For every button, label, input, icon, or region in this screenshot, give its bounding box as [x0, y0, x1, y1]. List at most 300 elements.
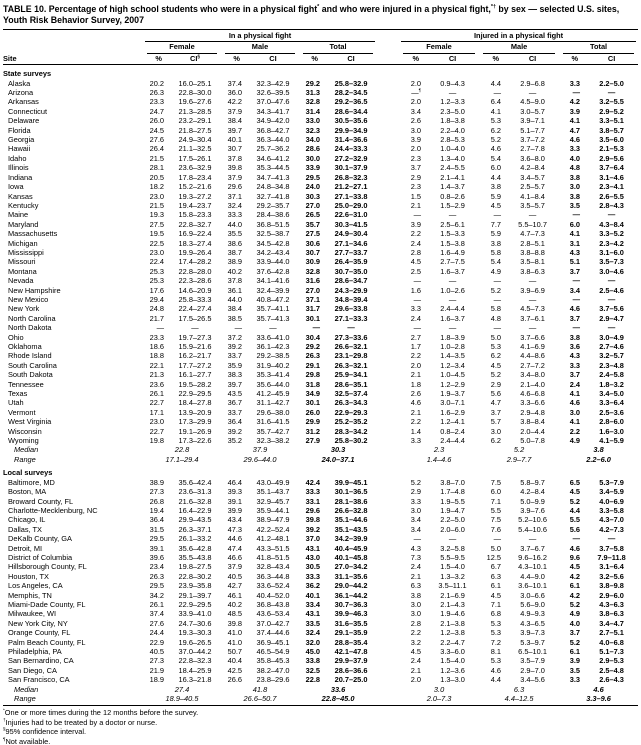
- value-cell: 36.4: [149, 515, 164, 525]
- value-cell: 43.6–53.4: [256, 609, 290, 619]
- value-cell: 25.2–35.2: [334, 417, 368, 427]
- value-cell: 38.7: [227, 247, 242, 257]
- value-cell: 1.2–3.6: [440, 665, 465, 675]
- value-cell: 17.5–26.1: [178, 153, 212, 163]
- value-cell: —: [269, 323, 277, 333]
- site-cell: New York: [8, 304, 40, 314]
- value-cell: —: [156, 323, 164, 333]
- value-cell: 36.7: [227, 398, 242, 408]
- value-cell: 19.5: [149, 229, 164, 239]
- value-cell: 3.6: [569, 342, 581, 351]
- gap-cell: [377, 417, 399, 426]
- value-cell: 5.3: [490, 342, 502, 351]
- site-column-header: Site: [3, 31, 143, 65]
- value-cell: 19.4: [149, 505, 164, 515]
- value-cell: 34.2: [149, 590, 164, 600]
- value-cell: 22.4–27.4: [178, 304, 212, 314]
- table-row: [3, 619, 638, 628]
- sex-header-label: Male: [483, 42, 555, 53]
- table-row: [3, 398, 638, 407]
- table-row: [3, 361, 638, 370]
- value-cell: 3.3: [410, 496, 422, 506]
- site-cell: Miami-Dade County, FL: [8, 599, 86, 609]
- value-cell: 3.9: [569, 656, 581, 666]
- table-row: [3, 229, 638, 238]
- value-cell: 18.9: [149, 675, 164, 685]
- value-cell: 29.1–35.9: [334, 628, 368, 638]
- value-cell: 4.9: [490, 266, 502, 276]
- col-header-ci: CI: [247, 54, 299, 65]
- value-cell: —: [572, 276, 581, 286]
- value-cell: —: [572, 88, 581, 98]
- stat-value: 26.6–50.7: [243, 694, 277, 704]
- table-row: [3, 314, 638, 323]
- table-row: [3, 534, 638, 543]
- value-cell: 5.6: [490, 389, 502, 399]
- gap-cell: [377, 79, 399, 88]
- value-cell: 3.4–4.7: [599, 618, 624, 628]
- value-cell: 4.1–5.9: [599, 436, 624, 446]
- value-cell: 36.3–44.8: [256, 571, 290, 581]
- value-cell: 2.9–4.7: [599, 313, 624, 323]
- value-cell: 3.0–4.6: [599, 266, 624, 276]
- value-cell: 42.2: [227, 97, 242, 107]
- value-cell: 27.9: [305, 436, 320, 446]
- value-cell: 24.4: [149, 628, 164, 638]
- value-cell: 2.0: [410, 78, 422, 88]
- value-cell: 1.8: [410, 379, 422, 389]
- value-cell: —: [528, 88, 537, 98]
- value-cell: 18.3–27.4: [178, 238, 212, 248]
- table-row: [3, 544, 638, 553]
- value-cell: 34.7–41.3: [256, 172, 290, 182]
- value-cell: 23.1–29.8: [334, 351, 368, 361]
- value-cell: 33.5: [305, 618, 320, 628]
- value-cell: 2.6: [410, 389, 422, 399]
- value-cell: 22.8: [305, 675, 320, 685]
- value-cell: 2.1: [410, 200, 422, 210]
- value-cell: 47.3: [227, 524, 242, 534]
- value-cell: 8.1: [490, 647, 502, 656]
- value-cell: 20.2: [149, 78, 164, 88]
- value-cell: 21.5: [149, 200, 164, 210]
- value-cell: 30.1: [305, 313, 320, 323]
- gap-cell: [377, 619, 399, 628]
- value-cell: 2.7: [410, 332, 422, 342]
- value-cell: 21.1–32.5: [178, 144, 212, 154]
- value-cell: 32.3–38.2: [256, 436, 290, 446]
- value-cell: 2.2: [410, 417, 422, 427]
- section-row: [3, 65, 638, 79]
- value-cell: 26.4–35.9: [334, 257, 368, 267]
- value-cell: 35.6–42.4: [178, 477, 212, 487]
- value-cell: 31.3: [305, 88, 320, 98]
- site-cell: Oklahoma: [8, 342, 42, 351]
- value-cell: 40.2: [227, 599, 242, 609]
- value-cell: 2.9: [490, 379, 502, 389]
- value-cell: 5.1: [569, 257, 581, 267]
- value-cell: 4.6–6.8: [520, 389, 545, 399]
- value-cell: 37.6–42.8: [256, 266, 290, 276]
- value-cell: 23.6–32.9: [178, 163, 212, 173]
- value-cell: 1.2–3.3: [440, 97, 465, 107]
- value-cell: 2.5–3.6: [599, 407, 624, 417]
- value-cell: 3.8: [410, 590, 422, 600]
- value-cell: 4.0–6.8: [599, 637, 624, 647]
- site-cell: Palm Beach County, FL: [8, 637, 86, 647]
- gap-cell: [377, 694, 399, 703]
- value-cell: 2.1: [410, 665, 422, 675]
- value-cell: 39.7: [227, 379, 242, 389]
- value-cell: 16.0–25.1: [178, 78, 212, 88]
- value-cell: 40.2: [227, 266, 242, 276]
- value-cell: 31.8: [305, 379, 320, 389]
- value-cell: 4.1: [490, 106, 502, 116]
- table-row: [3, 525, 638, 534]
- value-cell: 4.2: [569, 590, 581, 600]
- gap-cell: [377, 257, 399, 266]
- value-cell: 41.2–48.1: [256, 534, 290, 544]
- value-cell: 4.3: [569, 351, 581, 361]
- value-cell: 6.1: [490, 581, 502, 591]
- value-cell: 35.1–43.7: [256, 487, 290, 497]
- value-cell: 7.3: [410, 552, 422, 562]
- value-cell: 28.6–34.4: [334, 106, 368, 116]
- value-cell: 29.0–44.2: [334, 581, 368, 591]
- table-row: [3, 591, 638, 600]
- col-header-pct: %: [299, 54, 325, 65]
- value-cell: 29.2–38.5: [256, 351, 290, 361]
- value-cell: 4.4–8.6: [520, 351, 545, 361]
- value-cell: 29.9–37.9: [334, 656, 368, 666]
- value-cell: 3.9–7.3: [520, 628, 545, 638]
- column-gap: [377, 31, 399, 54]
- value-cell: 4.0: [569, 618, 581, 628]
- value-cell: 2.8: [410, 247, 422, 257]
- value-cell: 5.8–9.7: [520, 477, 545, 487]
- gap-cell: [377, 497, 399, 506]
- value-cell: 33.4: [305, 599, 320, 609]
- value-cell: —: [607, 210, 616, 220]
- value-cell: 5.4: [490, 153, 502, 163]
- value-cell: 31.7: [305, 304, 320, 314]
- value-cell: 4.7: [490, 398, 502, 408]
- value-cell: 3.8–5.7: [599, 125, 624, 135]
- stat-value: 18.9–40.5: [165, 694, 199, 704]
- value-cell: 3.8: [569, 172, 581, 182]
- value-cell: 18.2: [149, 182, 164, 192]
- gap-cell: [377, 581, 399, 590]
- table-row: [3, 210, 638, 219]
- value-cell: 29.1–39.7: [178, 590, 212, 600]
- value-cell: 5.2: [490, 370, 502, 380]
- sex-header-label: Total: [563, 42, 634, 53]
- gap-cell: [377, 182, 399, 191]
- value-cell: 26.8: [149, 496, 164, 506]
- value-cell: 7.5: [490, 515, 502, 525]
- table-row: [3, 144, 638, 153]
- value-cell: 4.1: [569, 389, 581, 399]
- site-cell: San Francisco, CA: [8, 675, 70, 685]
- value-cell: 19.3: [149, 210, 164, 220]
- site-cell: Delaware: [8, 116, 40, 126]
- value-cell: 7.1: [490, 599, 502, 609]
- value-cell: —: [493, 294, 502, 304]
- value-cell: 22.8–28.0: [178, 266, 212, 276]
- value-cell: 37.0–44.2: [178, 647, 212, 656]
- value-cell: 3.6–8.0: [520, 153, 545, 163]
- table-row: [3, 239, 638, 248]
- value-cell: 3.5–5.7: [520, 200, 545, 210]
- site-cell: Detroit, MI: [8, 543, 43, 553]
- value-cell: 31.1–42.7: [256, 398, 290, 408]
- value-cell: 0.8–2.6: [440, 191, 465, 201]
- value-cell: 6.5–10.1: [518, 647, 547, 656]
- gap-cell: [377, 380, 399, 389]
- value-cell: 2.0–6.0: [440, 524, 465, 534]
- table-row: [3, 427, 638, 436]
- value-cell: 3.4–8.0: [520, 370, 545, 380]
- value-cell: 2.8–5.1: [520, 238, 545, 248]
- gap-cell: [377, 572, 399, 581]
- value-cell: 23.3: [149, 332, 164, 342]
- site-cell: Indiana: [8, 172, 33, 182]
- value-cell: 1.9–4.7: [440, 505, 465, 515]
- value-cell: 4.8: [569, 163, 581, 173]
- value-cell: 43.5: [227, 389, 242, 399]
- site-cell: Hawaii: [8, 144, 31, 154]
- value-cell: 2.7–7.8: [520, 144, 545, 154]
- gap-cell: [377, 192, 399, 201]
- value-cell: 1.6–4.9: [440, 247, 465, 257]
- gap-cell: [377, 333, 399, 342]
- value-cell: 42.2–52.4: [256, 524, 290, 534]
- value-cell: 1.6–3.7: [440, 313, 465, 323]
- value-cell: 4.4: [490, 78, 502, 88]
- value-cell: 2.3: [410, 153, 422, 163]
- value-cell: 2.4–5.5: [440, 163, 465, 173]
- value-cell: 23.3: [149, 97, 164, 107]
- value-cell: 37.1: [227, 191, 242, 201]
- gap-cell: [377, 553, 399, 562]
- value-cell: 27.3: [149, 487, 164, 497]
- gap-cell: [377, 389, 399, 398]
- stat-value: 27.4: [174, 684, 190, 694]
- value-cell: 3.7–6.1: [520, 313, 545, 323]
- site-cell: Ohio: [8, 332, 24, 342]
- value-cell: 3.7: [569, 266, 581, 276]
- gap-cell: [377, 685, 399, 694]
- value-cell: 38.9: [149, 477, 164, 487]
- value-cell: 24.9–30.4: [334, 229, 368, 239]
- stat-value: 41.8: [252, 684, 268, 694]
- value-cell: 3.7–7.2: [520, 135, 545, 145]
- stat-label: Range: [14, 454, 36, 464]
- value-cell: 21.6–32.8: [178, 496, 212, 506]
- value-cell: —: [572, 294, 581, 304]
- value-cell: 4.1–8.4: [520, 191, 545, 201]
- value-cell: 3.4: [410, 515, 422, 525]
- site-cell: Alaska: [8, 78, 31, 88]
- sex-header-fight-total: [299, 42, 377, 53]
- value-cell: 5.9: [490, 191, 502, 201]
- value-cell: 32.8: [305, 266, 320, 276]
- footnotes: [3, 705, 638, 745]
- gap-cell: [377, 97, 399, 106]
- value-cell: 7.7: [490, 219, 502, 229]
- value-cell: 41.0: [227, 628, 242, 638]
- value-cell: 3.0–4.9: [599, 332, 624, 342]
- value-cell: 2.9: [410, 487, 422, 497]
- value-cell: 3.0–6.6: [520, 590, 545, 600]
- value-cell: 32.5–38.7: [256, 229, 290, 239]
- value-cell: 27.6: [149, 618, 164, 628]
- value-cell: 1.9–3.7: [440, 389, 465, 399]
- site-cell: Rhode Island: [8, 351, 52, 361]
- value-cell: 3.4: [569, 285, 581, 295]
- gap-cell: [377, 370, 399, 379]
- gap-cell: [377, 88, 399, 97]
- gap-cell: [377, 515, 399, 524]
- data-table: [3, 31, 638, 703]
- value-cell: 36.1–42.3: [256, 342, 290, 351]
- value-cell: 4.9–9.3: [520, 609, 545, 619]
- value-cell: 32.4–39.9: [256, 285, 290, 295]
- value-cell: 37.4: [227, 78, 242, 88]
- table-row: [3, 609, 638, 618]
- gap-cell: [377, 135, 399, 144]
- table-row: [3, 286, 638, 295]
- value-cell: 2.9–6.0: [599, 590, 624, 600]
- value-cell: 2.7–7.2: [520, 360, 545, 370]
- value-cell: 2.2–4.0: [440, 125, 465, 135]
- value-cell: 1.8–3.2: [599, 379, 624, 389]
- value-cell: 2.4: [410, 313, 422, 323]
- site-cell: DeKalb County, GA: [8, 534, 72, 544]
- value-cell: 22.8–32.3: [178, 656, 212, 666]
- value-cell: 4.4: [490, 675, 502, 685]
- value-cell: 2.3–4.1: [599, 182, 624, 192]
- table-row: [3, 647, 638, 656]
- value-cell: 30.7–36.3: [334, 599, 368, 609]
- value-cell: 37.4: [149, 609, 164, 619]
- value-cell: 33.9–44.0: [256, 257, 290, 267]
- table-row: [3, 163, 638, 172]
- site-cell: Memphis, TN: [8, 590, 52, 600]
- value-cell: 31.4: [305, 106, 320, 116]
- value-cell: 46.5–54.9: [256, 647, 290, 656]
- gap-cell: [377, 267, 399, 276]
- value-cell: 1.0–4.0: [440, 144, 465, 154]
- value-cell: 17.3–22.6: [178, 436, 212, 446]
- table-row: [3, 182, 638, 191]
- table-title: TABLE 10. Percentage of high school students who were in a physical fight* and who were injured in a physical fight,*† by sex — selected U.S. sites, Youth Risk Behavior Survey, 2007: [3, 4, 638, 30]
- value-cell: 48.5: [227, 609, 242, 619]
- value-cell: 41.8–51.5: [256, 552, 290, 562]
- footnote: §95% confidence interval.: [3, 726, 87, 737]
- value-cell: 17.8–23.4: [178, 172, 212, 182]
- value-cell: 27.7–33.7: [334, 247, 368, 257]
- value-cell: 2.5–6.1: [440, 219, 465, 229]
- value-cell: 4.6: [569, 304, 581, 314]
- value-cell: —: [448, 210, 457, 220]
- group-header-fight: [143, 31, 377, 42]
- table-row: [3, 497, 638, 506]
- table-row: [3, 666, 638, 675]
- value-cell: 12.5: [486, 552, 502, 562]
- value-cell: 36.2: [305, 581, 320, 591]
- value-cell: 40.4–45.9: [334, 543, 368, 553]
- site-cell: West Virginia: [8, 417, 52, 427]
- value-cell: 1.6–2.9: [440, 407, 465, 417]
- value-cell: 30.0: [305, 153, 320, 163]
- value-cell: 4.6: [569, 135, 581, 145]
- value-cell: 28.6: [305, 144, 320, 154]
- value-cell: 32.4: [305, 628, 320, 638]
- value-cell: 29.5: [149, 534, 164, 544]
- value-cell: 3.8: [569, 191, 581, 201]
- value-cell: 6.2: [490, 125, 502, 135]
- value-cell: 30.7: [227, 144, 242, 154]
- value-cell: 4.3–6.5: [520, 618, 545, 628]
- value-cell: 19.8–27.5: [178, 562, 212, 572]
- stat-value: 37.9: [252, 445, 268, 455]
- value-cell: 3.8–7.0: [440, 477, 465, 487]
- value-cell: 2.3–4.2: [599, 238, 624, 248]
- value-cell: 47.4: [227, 543, 242, 553]
- value-cell: 26.6–32.8: [334, 505, 368, 515]
- value-cell: 26.0: [149, 116, 164, 126]
- table-row: [3, 192, 638, 201]
- value-cell: 32.6–39.5: [256, 88, 290, 98]
- value-cell: 19.4–23.7: [178, 200, 212, 210]
- value-cell: 35.6–44.0: [256, 379, 290, 389]
- value-cell: 39.6: [149, 552, 164, 562]
- stat-value: 2.0–7.3: [426, 694, 452, 704]
- table-row: [3, 408, 638, 417]
- value-cell: 19.6–27.6: [178, 97, 212, 107]
- value-cell: 18.6: [149, 342, 164, 351]
- value-cell: 5.1–7.3: [599, 647, 624, 656]
- value-cell: 5.5: [490, 505, 502, 515]
- value-cell: 4.5: [410, 257, 422, 267]
- value-cell: 31.2: [305, 426, 320, 436]
- value-cell: —: [528, 276, 537, 286]
- value-cell: 40.1–45.8: [334, 552, 368, 562]
- table-row: [3, 154, 638, 163]
- value-cell: 3.9–6.9: [520, 285, 545, 295]
- value-cell: 3.6–10.1: [518, 581, 547, 591]
- value-cell: 28.8–35.4: [334, 637, 368, 647]
- value-cell: 2.1–4.3: [440, 599, 465, 609]
- value-cell: —: [572, 210, 581, 220]
- value-cell: 1.9–4.6: [440, 609, 465, 619]
- table-row: [3, 389, 638, 398]
- value-cell: 35.9: [227, 360, 242, 370]
- site-cell: Broward County, FL: [8, 496, 74, 506]
- value-cell: 33.7: [227, 407, 242, 417]
- value-cell: 1.4: [410, 426, 422, 436]
- value-cell: 29.5: [305, 172, 320, 182]
- value-cell: 46.4: [227, 477, 242, 487]
- value-cell: 1.2–4.1: [440, 417, 465, 427]
- value-cell: 3.1: [569, 238, 581, 248]
- site-cell: South Carolina: [8, 360, 57, 370]
- gap-cell: [377, 427, 399, 436]
- value-cell: 5.0: [490, 332, 502, 342]
- gap-cell: [377, 398, 399, 407]
- value-cell: 1.5–2.9: [440, 200, 465, 210]
